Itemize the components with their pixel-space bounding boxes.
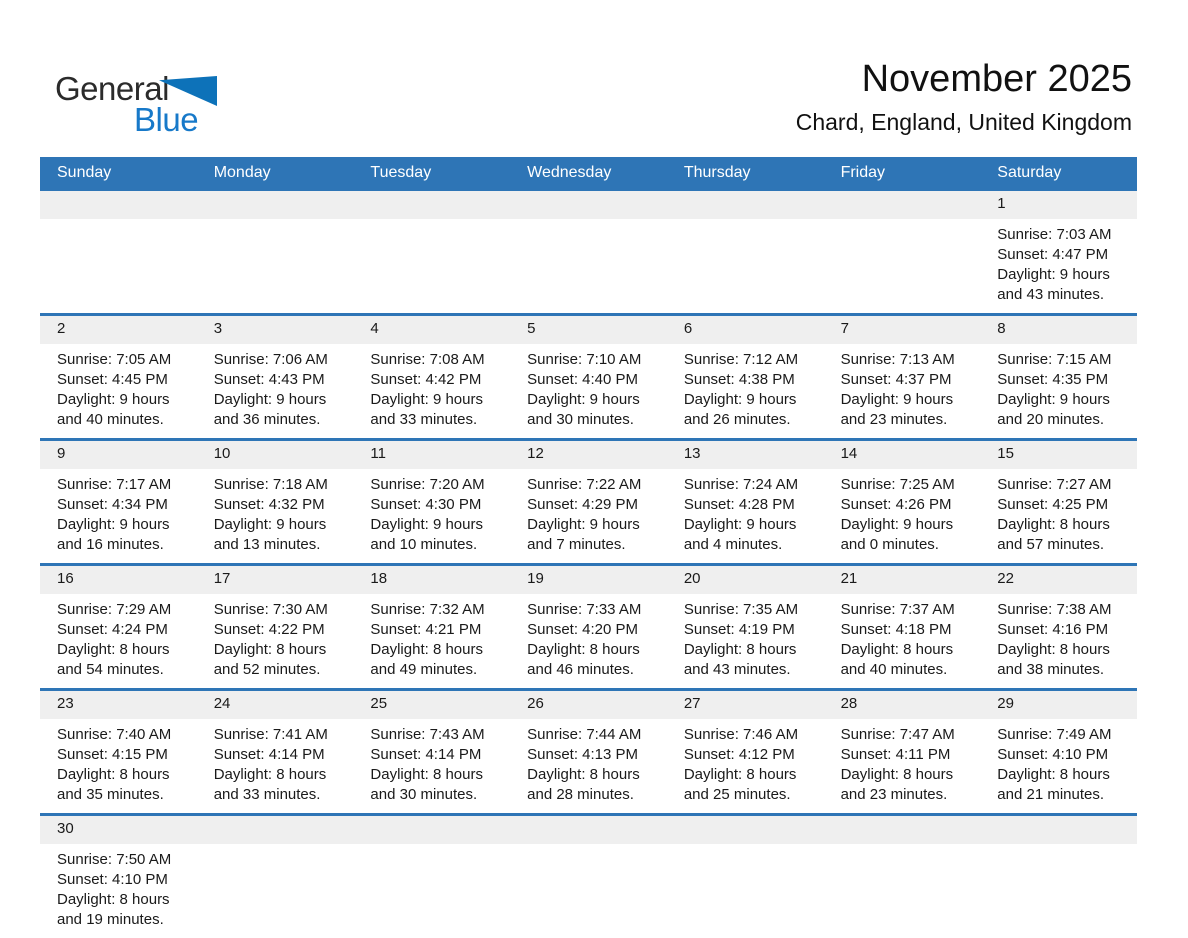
date-band: [40, 691, 197, 719]
day-cell: [510, 441, 667, 563]
day-info: [353, 344, 510, 438]
date-band: [824, 441, 981, 469]
day-info-line: and 0 minutes.: [840, 536, 939, 553]
day-info: [353, 219, 510, 233]
day-info-line: Daylight: 8 hours: [683, 641, 797, 658]
day-info-line: Sunset: 4:20 PM: [527, 621, 639, 638]
day-info-line: Sunset: 4:38 PM: [683, 371, 795, 388]
date-number: 6: [683, 320, 693, 337]
day-info-line: Sunset: 4:47 PM: [997, 246, 1109, 263]
date-band: [510, 191, 667, 219]
day-info: [510, 594, 667, 688]
day-info-line: Sunset: 4:28 PM: [683, 496, 795, 513]
empty-day-cell: [824, 816, 981, 938]
date-band: [353, 441, 510, 469]
empty-day-cell: [40, 191, 197, 313]
week-row: [40, 438, 1137, 563]
date-band: [40, 566, 197, 594]
day-cell: [40, 441, 197, 563]
day-info-line: Daylight: 8 hours: [370, 766, 483, 783]
day-info: [197, 719, 354, 813]
date-number: 24: [213, 695, 231, 712]
day-cell: [980, 691, 1137, 813]
day-info: [667, 719, 824, 813]
weekday-header: Tuesday: [370, 163, 432, 181]
day-info-line: and 28 minutes.: [527, 786, 634, 803]
week-row: [40, 188, 1137, 313]
day-info-line: Sunrise: 7:18 AM: [213, 476, 328, 493]
day-info-line: Sunrise: 7:50 AM: [57, 851, 172, 868]
day-info: [980, 344, 1137, 438]
day-info-line: Daylight: 9 hours: [683, 516, 797, 533]
day-info-line: Daylight: 8 hours: [527, 766, 640, 783]
day-info-line: Daylight: 8 hours: [997, 641, 1110, 658]
day-info-line: Sunset: 4:24 PM: [57, 621, 168, 638]
day-info-line: Sunrise: 7:43 AM: [370, 726, 485, 743]
day-info-line: Daylight: 8 hours: [840, 641, 954, 658]
day-info-line: Daylight: 9 hours: [57, 391, 170, 408]
date-band: [667, 691, 824, 719]
day-info: [510, 344, 667, 438]
day-info-line: and 13 minutes.: [213, 536, 321, 553]
date-number: 1: [997, 195, 1006, 212]
day-info: [197, 469, 354, 563]
day-info-line: Sunset: 4:37 PM: [840, 371, 952, 388]
day-info-line: and 38 minutes.: [997, 661, 1105, 678]
day-info-line: Sunrise: 7:05 AM: [57, 351, 172, 368]
day-info: [980, 719, 1137, 813]
day-info-line: Daylight: 9 hours: [213, 516, 327, 533]
day-info: [40, 594, 197, 688]
day-info: [667, 469, 824, 563]
day-cell: [40, 816, 197, 938]
day-info-line: Sunset: 4:35 PM: [997, 371, 1109, 388]
day-info-line: Sunrise: 7:47 AM: [840, 726, 955, 743]
weekday-header: Monday: [213, 163, 271, 181]
day-info-line: Sunset: 4:30 PM: [370, 496, 482, 513]
date-number: 10: [213, 445, 231, 462]
day-cell: [510, 566, 667, 688]
day-info-line: Sunrise: 7:13 AM: [840, 351, 955, 368]
day-info-line: and 40 minutes.: [840, 661, 948, 678]
day-cell: [824, 566, 981, 688]
date-band: [40, 191, 197, 219]
week-row: [40, 313, 1137, 438]
day-info-line: Sunset: 4:16 PM: [997, 621, 1109, 638]
day-info-line: Sunrise: 7:25 AM: [840, 476, 955, 493]
day-info-line: and 46 minutes.: [527, 661, 634, 678]
date-band: [980, 316, 1137, 344]
week-row: [40, 563, 1137, 688]
date-number: 23: [57, 695, 74, 712]
empty-day-cell: [353, 191, 510, 313]
date-band: [824, 566, 981, 594]
date-band: [510, 316, 667, 344]
day-info-line: Daylight: 9 hours: [213, 391, 327, 408]
week-row: [40, 688, 1137, 813]
date-number: 19: [527, 570, 544, 587]
date-number: 17: [213, 570, 231, 587]
weekday-header: Sunday: [57, 163, 112, 181]
day-info-line: and 16 minutes.: [57, 536, 164, 553]
calendar: [40, 157, 1137, 938]
day-info: [197, 219, 354, 233]
day-info-line: Daylight: 8 hours: [213, 641, 327, 658]
date-band: [824, 316, 981, 344]
empty-day-cell: [510, 191, 667, 313]
day-info: [197, 594, 354, 688]
day-info-line: Sunset: 4:21 PM: [370, 621, 482, 638]
date-number: 2: [57, 320, 66, 337]
general-blue-logo: [55, 70, 295, 142]
date-number: 30: [57, 820, 74, 837]
date-number: 15: [997, 445, 1014, 462]
date-band: [353, 191, 510, 219]
day-info: [824, 219, 981, 233]
day-info-line: Sunset: 4:13 PM: [527, 746, 639, 763]
page-title: November 2025: [861, 58, 1132, 100]
day-info-line: Daylight: 9 hours: [997, 266, 1110, 283]
weekday-header-row: [40, 157, 1137, 188]
day-info-line: Sunrise: 7:12 AM: [683, 351, 799, 368]
day-info-line: Sunrise: 7:08 AM: [370, 351, 485, 368]
date-number: 7: [840, 320, 849, 337]
day-info-line: Daylight: 8 hours: [683, 766, 797, 783]
date-band: [197, 691, 354, 719]
date-number: 9: [57, 445, 66, 462]
day-cell: [824, 316, 981, 438]
day-info: [824, 719, 981, 813]
day-info-line: Sunrise: 7:35 AM: [683, 601, 799, 618]
date-band: [824, 691, 981, 719]
day-info: [980, 469, 1137, 563]
date-number: 14: [840, 445, 858, 462]
day-info-line: Daylight: 9 hours: [840, 516, 954, 533]
logo-text-blue: Blue: [134, 101, 199, 138]
day-info-line: Sunrise: 7:24 AM: [683, 476, 799, 493]
day-info-line: Daylight: 8 hours: [57, 641, 170, 658]
date-band: [667, 816, 824, 844]
date-band: [824, 816, 981, 844]
day-info-line: Sunrise: 7:30 AM: [213, 601, 328, 618]
date-number: 8: [997, 320, 1006, 337]
date-number: 4: [370, 320, 379, 337]
day-info: [40, 469, 197, 563]
day-info-line: and 57 minutes.: [997, 536, 1105, 553]
day-info-line: and 43 minutes.: [683, 661, 791, 678]
day-info-line: and 54 minutes.: [57, 661, 164, 678]
day-info-line: Sunrise: 7:15 AM: [997, 351, 1112, 368]
day-info-line: and 10 minutes.: [370, 536, 478, 553]
date-band: [197, 316, 354, 344]
date-band: [980, 816, 1137, 844]
day-info-line: and 52 minutes.: [213, 661, 321, 678]
day-info-line: and 35 minutes.: [57, 786, 164, 803]
day-info: [667, 344, 824, 438]
date-band: [197, 441, 354, 469]
day-cell: [40, 691, 197, 813]
day-info: [510, 219, 667, 233]
date-number: 21: [840, 570, 858, 587]
week-row: [40, 813, 1137, 938]
day-info: [667, 219, 824, 233]
day-info-line: Daylight: 8 hours: [840, 766, 954, 783]
day-cell: [353, 441, 510, 563]
day-info-line: Sunrise: 7:03 AM: [997, 226, 1112, 243]
day-info: [510, 469, 667, 563]
day-info-line: Sunrise: 7:46 AM: [683, 726, 799, 743]
day-info-line: Daylight: 9 hours: [370, 516, 483, 533]
day-info-line: Daylight: 9 hours: [997, 391, 1110, 408]
day-cell: [824, 691, 981, 813]
day-cell: [667, 316, 824, 438]
day-info: [824, 344, 981, 438]
day-info: [824, 469, 981, 563]
day-info: [353, 719, 510, 813]
day-info: [353, 594, 510, 688]
day-info-line: Sunrise: 7:22 AM: [527, 476, 642, 493]
date-number: 20: [683, 570, 701, 587]
day-cell: [197, 566, 354, 688]
day-cell: [197, 691, 354, 813]
day-info-line: and 23 minutes.: [840, 411, 948, 428]
day-info: [667, 594, 824, 688]
date-band: [40, 316, 197, 344]
day-info-line: and 30 minutes.: [527, 411, 634, 428]
day-info: [353, 469, 510, 563]
empty-day-cell: [667, 191, 824, 313]
day-info-line: Sunset: 4:40 PM: [527, 371, 639, 388]
day-info-line: and 49 minutes.: [370, 661, 478, 678]
date-band: [510, 566, 667, 594]
day-cell: [197, 441, 354, 563]
day-info-line: Daylight: 8 hours: [370, 641, 483, 658]
day-cell: [667, 691, 824, 813]
date-number: 16: [57, 570, 74, 587]
day-info: [40, 219, 197, 233]
day-info-line: Sunrise: 7:10 AM: [527, 351, 642, 368]
day-cell: [667, 441, 824, 563]
date-band: [40, 816, 197, 844]
date-band: [353, 566, 510, 594]
day-info-line: and 26 minutes.: [683, 411, 791, 428]
day-info-line: Sunset: 4:29 PM: [527, 496, 639, 513]
date-band: [824, 191, 981, 219]
day-info-line: Sunset: 4:18 PM: [840, 621, 952, 638]
day-cell: [980, 441, 1137, 563]
day-info-line: Sunset: 4:43 PM: [213, 371, 325, 388]
day-info-line: Daylight: 8 hours: [527, 641, 640, 658]
weekday-header: Saturday: [997, 163, 1062, 181]
day-info-line: and 23 minutes.: [840, 786, 948, 803]
date-band: [510, 441, 667, 469]
day-info-line: Sunrise: 7:38 AM: [997, 601, 1112, 618]
day-cell: [353, 566, 510, 688]
date-number: 27: [683, 695, 701, 712]
day-info-line: Daylight: 9 hours: [370, 391, 483, 408]
logo-text-general: General: [55, 70, 169, 107]
day-info-line: and 25 minutes.: [683, 786, 791, 803]
day-cell: [980, 316, 1137, 438]
date-number: 28: [840, 695, 858, 712]
day-cell: [980, 566, 1137, 688]
day-info-line: Sunset: 4:15 PM: [57, 746, 168, 763]
day-info-line: Sunrise: 7:49 AM: [997, 726, 1112, 743]
day-info-line: Daylight: 8 hours: [57, 766, 170, 783]
day-info-line: Sunset: 4:11 PM: [840, 746, 951, 763]
date-band: [667, 441, 824, 469]
day-info: [667, 844, 824, 924]
day-info-line: Daylight: 8 hours: [213, 766, 327, 783]
day-info-line: and 4 minutes.: [683, 536, 783, 553]
day-info-line: Sunset: 4:10 PM: [57, 871, 168, 888]
day-info-line: and 40 minutes.: [57, 411, 164, 428]
day-info-line: Sunset: 4:25 PM: [997, 496, 1109, 513]
date-band: [510, 816, 667, 844]
date-band: [197, 566, 354, 594]
day-info-line: Sunrise: 7:41 AM: [213, 726, 328, 743]
day-info-line: Sunset: 4:22 PM: [213, 621, 325, 638]
calendar-grid: [40, 188, 1137, 938]
weekday-header: Friday: [840, 163, 886, 181]
date-number: 3: [213, 320, 223, 337]
day-info-line: and 19 minutes.: [57, 911, 164, 928]
day-info-line: Sunset: 4:14 PM: [370, 746, 482, 763]
day-info: [824, 844, 981, 924]
day-info-line: Sunset: 4:34 PM: [57, 496, 168, 513]
date-number: 26: [527, 695, 544, 712]
date-number: 29: [997, 695, 1014, 712]
day-info-line: Sunrise: 7:40 AM: [57, 726, 172, 743]
day-info-line: Sunset: 4:14 PM: [213, 746, 325, 763]
date-number: 13: [683, 445, 701, 462]
day-info-line: Sunset: 4:26 PM: [840, 496, 952, 513]
day-info-line: Sunset: 4:12 PM: [683, 746, 795, 763]
day-info: [197, 844, 354, 924]
empty-day-cell: [510, 816, 667, 938]
day-info-line: Sunset: 4:45 PM: [57, 371, 168, 388]
day-info-line: Daylight: 8 hours: [997, 766, 1110, 783]
date-band: [353, 816, 510, 844]
date-band: [667, 316, 824, 344]
day-info: [197, 344, 354, 438]
day-cell: [353, 316, 510, 438]
weekday-header: Thursday: [683, 163, 751, 181]
date-band: [353, 316, 510, 344]
empty-day-cell: [824, 191, 981, 313]
day-info-line: Daylight: 9 hours: [527, 516, 640, 533]
day-info-line: Sunrise: 7:33 AM: [527, 601, 642, 618]
day-cell: [667, 566, 824, 688]
day-info-line: and 20 minutes.: [997, 411, 1105, 428]
day-info-line: Sunset: 4:42 PM: [370, 371, 482, 388]
day-cell: [980, 191, 1137, 313]
day-info-line: Daylight: 9 hours: [57, 516, 170, 533]
date-number: 25: [370, 695, 388, 712]
day-cell: [510, 691, 667, 813]
day-cell: [824, 441, 981, 563]
day-info-line: and 21 minutes.: [997, 786, 1105, 803]
day-info-line: Daylight: 9 hours: [840, 391, 954, 408]
day-info-line: Sunrise: 7:44 AM: [527, 726, 642, 743]
day-info-line: and 30 minutes.: [370, 786, 478, 803]
date-number: 12: [527, 445, 544, 462]
date-number: 22: [997, 570, 1014, 587]
day-info-line: and 36 minutes.: [213, 411, 321, 428]
date-band: [353, 691, 510, 719]
date-band: [980, 441, 1137, 469]
day-info-line: and 33 minutes.: [213, 786, 321, 803]
day-info: [980, 844, 1137, 924]
date-band: [40, 441, 197, 469]
day-info-line: Daylight: 8 hours: [997, 516, 1110, 533]
empty-day-cell: [980, 816, 1137, 938]
day-info-line: Sunrise: 7:29 AM: [57, 601, 172, 618]
day-info-line: Sunrise: 7:37 AM: [840, 601, 955, 618]
empty-day-cell: [197, 191, 354, 313]
date-band: [197, 191, 354, 219]
date-band: [667, 191, 824, 219]
date-band: [980, 566, 1137, 594]
weekday-header: Wednesday: [527, 163, 612, 181]
empty-day-cell: [667, 816, 824, 938]
day-info: [510, 719, 667, 813]
day-cell: [197, 316, 354, 438]
day-info: [824, 594, 981, 688]
day-info-line: Daylight: 9 hours: [683, 391, 797, 408]
day-info-line: Sunrise: 7:27 AM: [997, 476, 1112, 493]
date-band: [980, 691, 1137, 719]
date-band: [980, 191, 1137, 219]
date-number: 18: [370, 570, 388, 587]
date-band: [197, 816, 354, 844]
day-info-line: Sunrise: 7:32 AM: [370, 601, 485, 618]
day-info: [510, 844, 667, 924]
date-band: [667, 566, 824, 594]
day-info-line: Sunrise: 7:20 AM: [370, 476, 485, 493]
day-info-line: Sunset: 4:32 PM: [213, 496, 325, 513]
empty-day-cell: [197, 816, 354, 938]
day-info-line: Sunset: 4:10 PM: [997, 746, 1109, 763]
day-cell: [40, 316, 197, 438]
day-info-line: and 7 minutes.: [527, 536, 626, 553]
date-band: [510, 691, 667, 719]
day-info-line: Daylight: 8 hours: [57, 891, 170, 908]
title-block: [796, 58, 1132, 136]
day-cell: [40, 566, 197, 688]
day-info: [40, 719, 197, 813]
day-info-line: Daylight: 9 hours: [527, 391, 640, 408]
day-info-line: Sunrise: 7:17 AM: [57, 476, 172, 493]
day-info-line: and 43 minutes.: [997, 286, 1105, 303]
date-number: 5: [527, 320, 536, 337]
day-info: [353, 844, 510, 924]
day-cell: [353, 691, 510, 813]
day-info-line: and 33 minutes.: [370, 411, 478, 428]
date-number: 11: [370, 445, 386, 462]
empty-day-cell: [353, 816, 510, 938]
day-cell: [510, 316, 667, 438]
page-subtitle: Chard, England, United Kingdom: [795, 108, 1132, 135]
day-info: [40, 844, 197, 938]
day-info: [40, 344, 197, 438]
day-info: [980, 219, 1137, 313]
day-info: [980, 594, 1137, 688]
day-info-line: Sunrise: 7:06 AM: [213, 351, 328, 368]
day-info-line: Sunset: 4:19 PM: [683, 621, 795, 638]
